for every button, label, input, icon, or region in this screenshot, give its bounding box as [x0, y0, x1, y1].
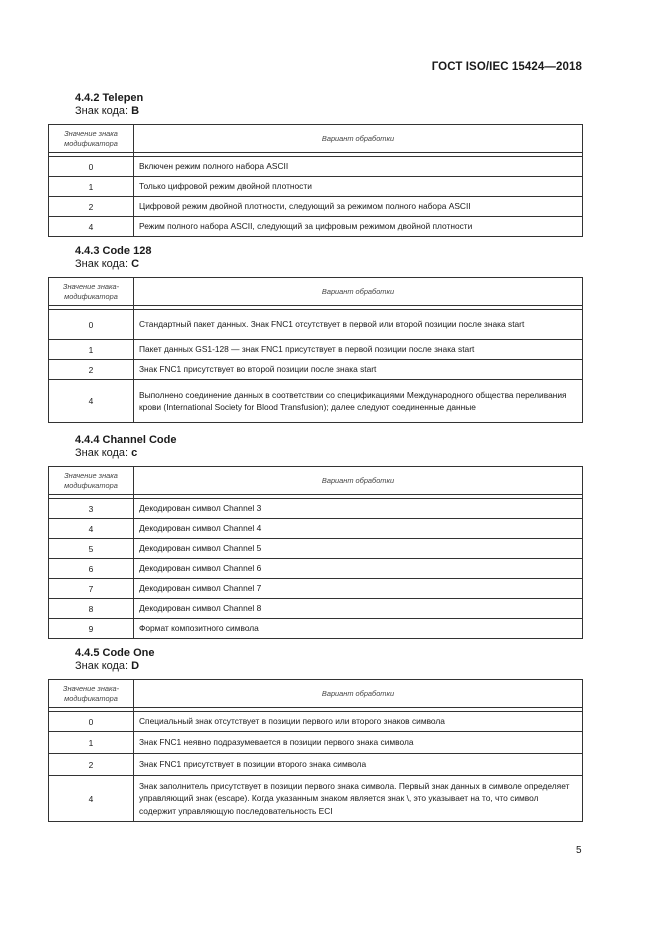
modifier-table	[48, 679, 583, 822]
code-label: Знак кода:	[75, 258, 132, 270]
table-row: 3 Декодирован символ Channel 3	[49, 499, 583, 519]
section-code-one	[48, 647, 583, 822]
column-header-key: Значение знака-модификатора	[49, 278, 134, 306]
table-row: 0 Включен режим полного набора ASCII	[49, 157, 583, 177]
code-line	[75, 258, 583, 271]
code-label: Знак кода:	[75, 447, 132, 459]
table-row: 4 Режим полного набора ASCII, следующий за цифровым режимом двойной плотности	[49, 217, 583, 237]
column-header-key: Значение знака-модификатора	[49, 680, 134, 708]
column-header-key: Значение знака модификатора	[49, 125, 134, 153]
table-row: 4 Знак заполнитель присутствует в позиции первого знака символа. Первый знак данных в символе определяет управляющий знак (escape). Когда указанным знаком является знак \, это указывает на то, что символ содержит управляющую последовательность ECI	[49, 776, 583, 822]
section-title: 4.4.3 Code 128	[75, 245, 152, 257]
code-label: Знак кода:	[75, 105, 132, 117]
code-line	[75, 660, 583, 673]
document-id: ГОСТ ISO/IEC 15424—2018	[431, 61, 582, 73]
code-label: Знак кода:	[75, 660, 132, 672]
table-row: 7 Декодирован символ Channel 7	[49, 579, 583, 599]
section-code128	[48, 245, 583, 423]
modifier-table	[48, 277, 583, 423]
code-line	[75, 105, 583, 118]
code-value: D	[131, 660, 140, 672]
table-row: 2 Знак FNC1 присутствует в позиции второго знака символа	[49, 754, 583, 776]
table-row: 4 Декодирован символ Channel 4	[49, 519, 583, 539]
table-row: 4 Выполнено соединение данных в соответствии со спецификациями Международного общества переливания крови (International Society for Blood Transfusion); далее следуют соединенные данные	[49, 380, 583, 423]
modifier-table	[48, 124, 583, 237]
table-row: 5 Декодирован символ Channel 5	[49, 539, 583, 559]
table-row: 8 Декодирован символ Channel 8	[49, 599, 583, 619]
section-telepen	[48, 92, 583, 237]
table-row: 2 Знак FNC1 присутствует во второй позиции после знака start	[49, 360, 583, 380]
code-value: B	[131, 105, 140, 117]
table-row: 6 Декодирован символ Channel 6	[49, 559, 583, 579]
column-header-option: Вариант обработки	[134, 680, 583, 708]
code-value: c	[131, 447, 138, 459]
column-header-option: Вариант обработки	[134, 278, 583, 306]
table-row: 0 Стандартный пакет данных. Знак FNC1 отсутствует в первой или второй позиции после знака start	[49, 310, 583, 340]
code-value: C	[131, 258, 140, 270]
section-title: 4.4.5 Code One	[75, 647, 155, 659]
modifier-table	[48, 466, 583, 639]
section-title: 4.4.4 Channel Code	[75, 434, 177, 446]
table-row: 1 Знак FNC1 неявно подразумевается в позиции первого знака символа	[49, 732, 583, 754]
table-row: 1 Только цифровой режим двойной плотности	[49, 177, 583, 197]
page-number: 5	[576, 845, 582, 856]
table-row: 2 Цифровой режим двойной плотности, следующий за режимом полного набора ASCII	[49, 197, 583, 217]
table-row: 1 Пакет данных GS1-128 — знак FNC1 присутствует в первой позиции после знака start	[49, 340, 583, 360]
column-header-key: Значение знака модификатора	[49, 467, 134, 495]
code-line	[75, 447, 583, 460]
table-row: 9 Формат композитного символа	[49, 619, 583, 639]
section-channel-code	[48, 434, 583, 639]
column-header-option: Вариант обработки	[134, 467, 583, 495]
section-title: 4.4.2 Telepen	[75, 92, 144, 104]
table-row: 0 Специальный знак отсутствует в позиции первого или второго знаков символа	[49, 712, 583, 732]
column-header-option: Вариант обработки	[134, 125, 583, 153]
